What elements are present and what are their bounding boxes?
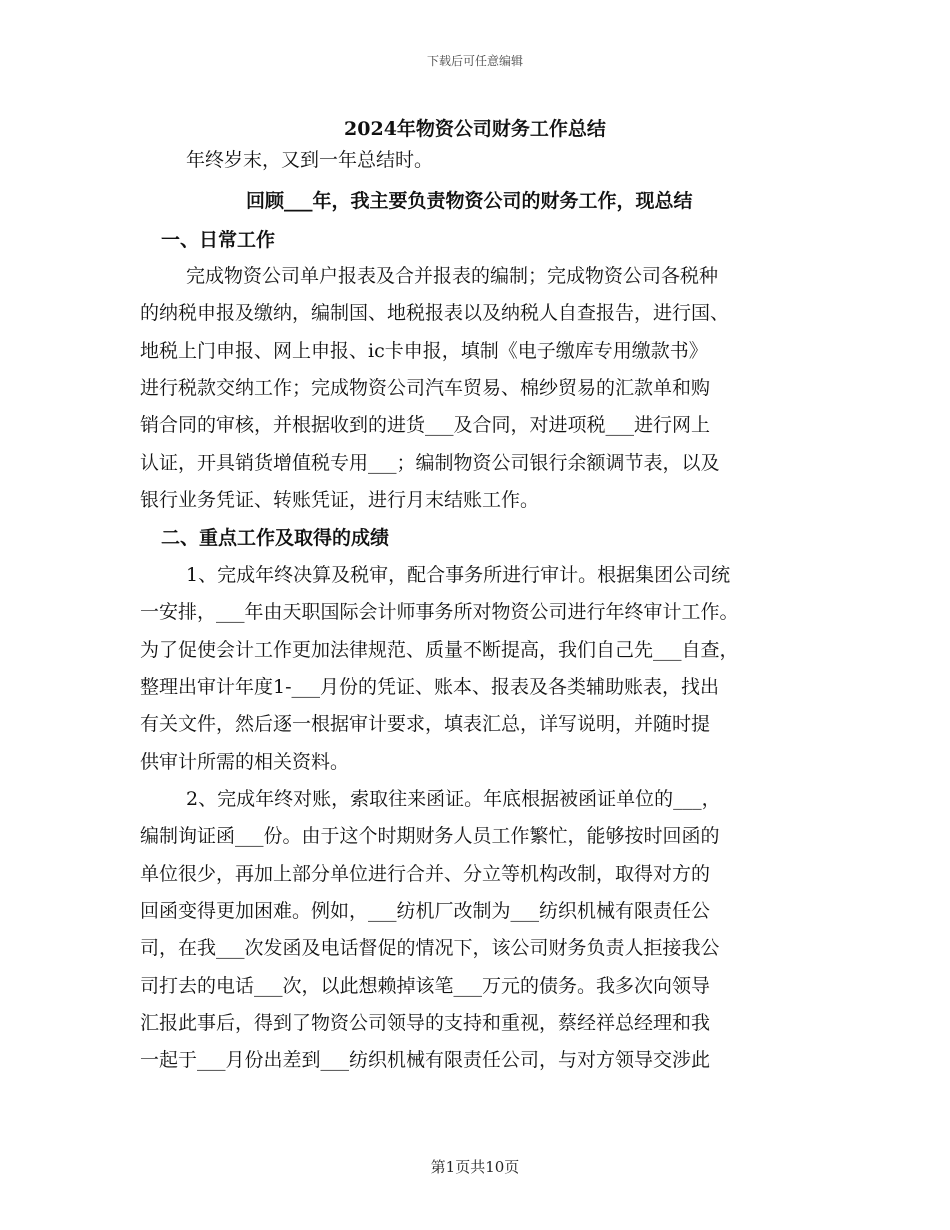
paragraph-line: 司打去的电话___次，以此想赖掉该笔___万元的债务。我多次向领导 [140, 975, 711, 997]
paragraph-line: 编制询证函___份。由于这个时期财务人员工作繁忙，能够按时回函的 [140, 825, 720, 847]
paragraph-line: 1、完成年终决算及税审，配合事务所进行审计。根据集团公司统 [186, 564, 731, 586]
paragraph-line: 一起于___月份出差到___纺织机械有限责任公司，与对方领导交涉此 [140, 1049, 711, 1071]
paragraph-line: 地税上门申报、网上申报、ic卡申报，填制《电子缴库专用缴款书》 [140, 340, 708, 362]
paragraph-line: 银行业务凭证、转账凭证，进行月末结账工作。 [140, 489, 540, 511]
paragraph-line: 有关文件，然后逐一根据审计要求，填表汇总，详写说明，并随时提 [140, 713, 711, 735]
paragraph-line: 进行税款交纳工作；完成物资公司汽车贸易、棉纱贸易的汇款单和购 [140, 377, 711, 399]
section-heading-key-work: 二、重点工作及取得的成绩 [161, 527, 390, 549]
paragraph-line: 的纳税申报及缴纳，编制国、地税报表以及纳税人自查报告，进行国、 [140, 302, 730, 324]
intro-line: 年终岁末，又到一年总结时。 [186, 149, 434, 171]
paragraph-line: 汇报此事后，得到了物资公司领导的支持和重视，蔡经祥总经理和我 [140, 1012, 711, 1034]
paragraph-line: 2、完成年终对账，索取往来函证。年底根据被函证单位的___， [186, 788, 721, 810]
paragraph-line: 单位很少，再加上部分单位进行合并、分立等机构改制，取得对方的 [140, 863, 711, 885]
paragraph-line: 认证，开具销货增值税专用___；编制物资公司银行余额调节表，以及 [140, 452, 720, 474]
paragraph-line: 为了促使会计工作更加法律规范、质量不断提高，我们自己先___自查， [140, 639, 739, 661]
document-title: 2024年物资公司财务工作总结 [344, 118, 606, 140]
header-note: 下载后可任意编辑 [426, 54, 523, 68]
paragraph-line: 供审计所需的相关资料。 [140, 751, 350, 773]
paragraph-line: 一安排，___年由天职国际会计师事务所对物资公司进行年终审计工作。 [140, 601, 739, 623]
paragraph-line: 完成物资公司单户报表及合并报表的编制；完成物资公司各税种 [186, 265, 719, 287]
paragraph-line: 司，在我___次发函及电话督促的情况下，该公司财务负责人拒接我公 [140, 937, 720, 959]
paragraph-line: 回函变得更加困难。例如，___纺机厂改制为___纺织机械有限责任公 [140, 900, 711, 922]
paragraph-line: 整理出审计年度1-___月份的凭证、账本、报表及各类辅助账表，找出 [140, 676, 720, 698]
page-number: 第1页共10页 [430, 1158, 520, 1176]
paragraph-line: 销合同的审核，并根据收到的进货___及合同，对进项税___进行网上 [140, 414, 711, 436]
section-heading-daily-work: 一、日常工作 [161, 229, 276, 251]
review-heading: 回顾___年，我主要负责物资公司的财务工作，现总结 [246, 190, 693, 212]
